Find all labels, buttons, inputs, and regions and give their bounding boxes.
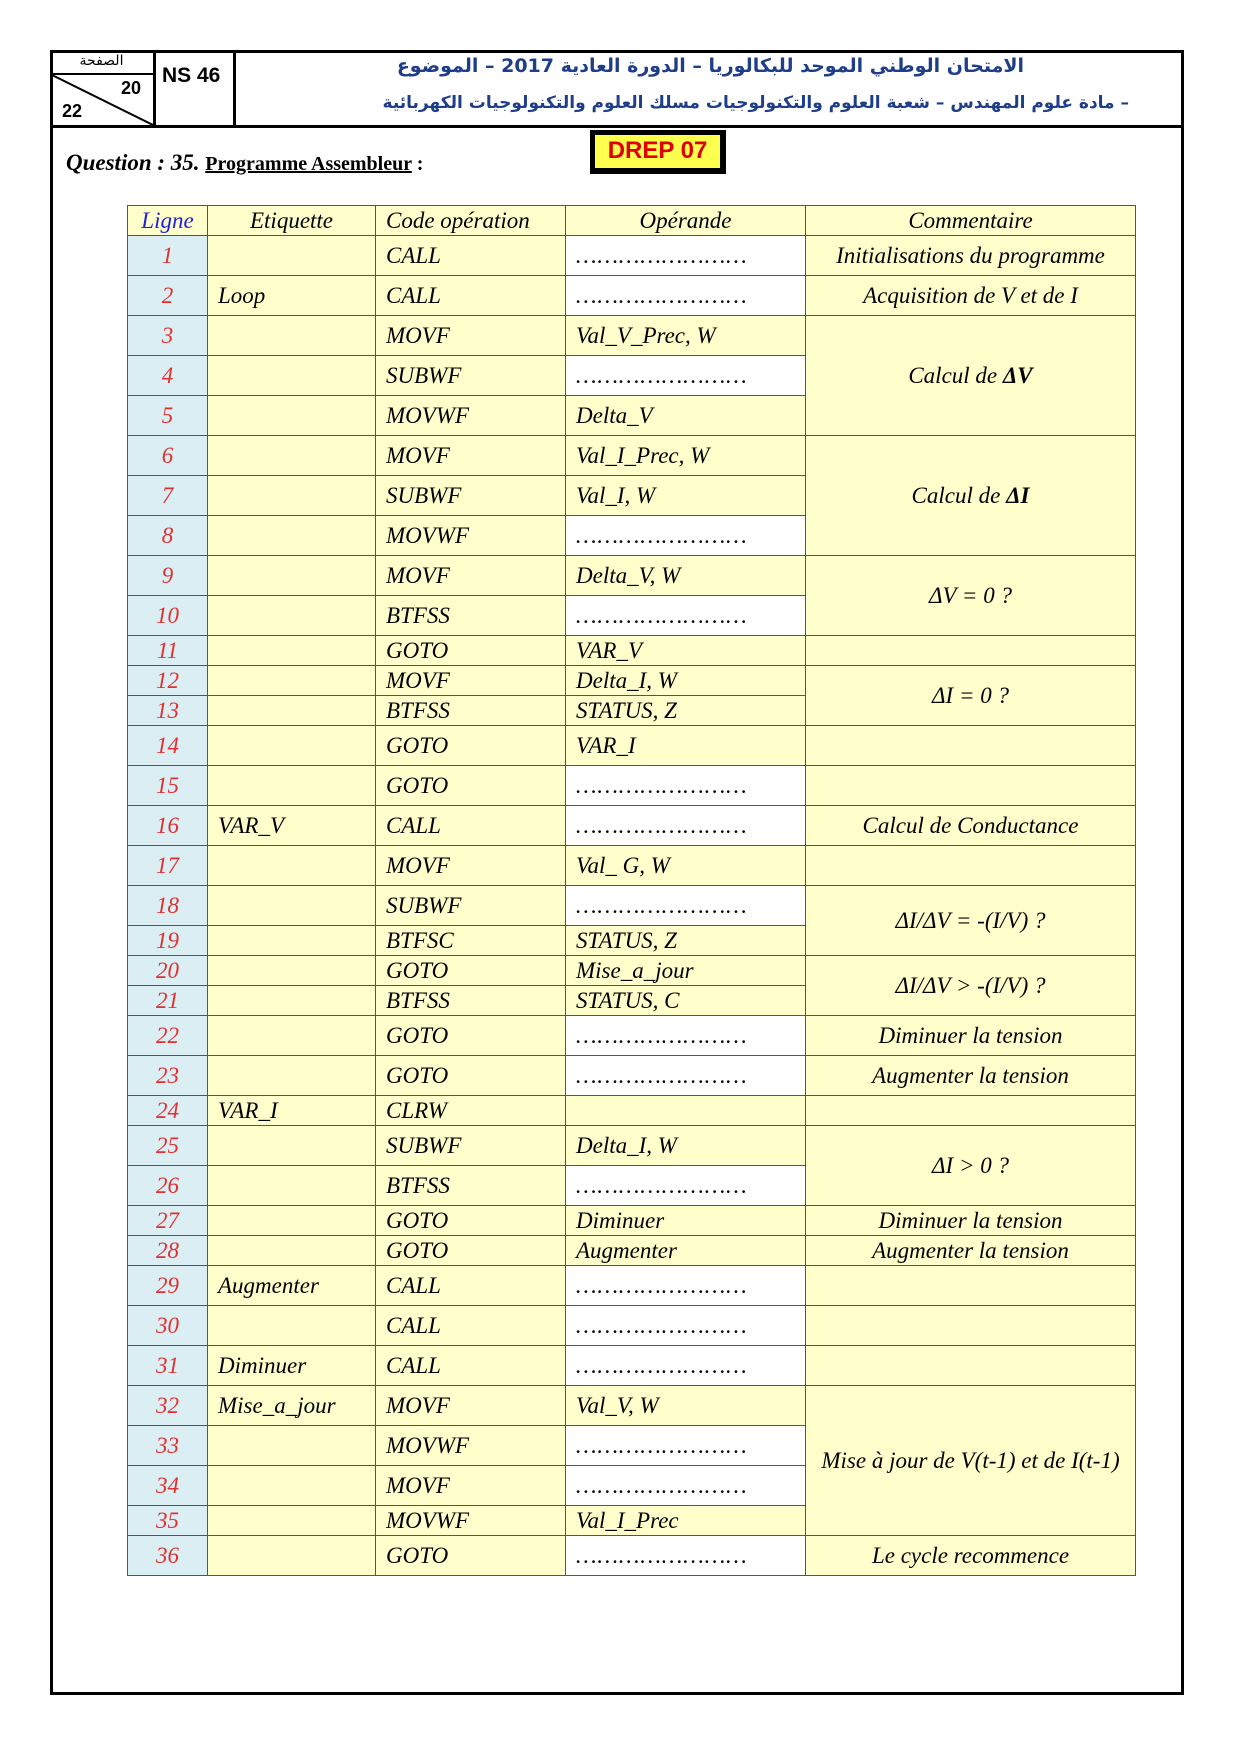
line-number: 31 — [128, 1346, 208, 1386]
label-cell: Augmenter — [208, 1266, 376, 1306]
comment-cell: ΔV = 0 ? — [806, 556, 1136, 636]
label-cell — [208, 1206, 376, 1236]
line-number: 13 — [128, 696, 208, 726]
table-row — [128, 886, 1136, 926]
comment-cell: ΔI/ΔV = -(I/V) ? — [806, 886, 1136, 956]
comment-cell — [806, 636, 1136, 666]
label-cell — [208, 436, 376, 476]
label-cell — [208, 1016, 376, 1056]
table-row — [128, 846, 1136, 886]
label-cell — [208, 396, 376, 436]
operand-cell: Mise_a_jour — [566, 956, 806, 986]
comment-cell: Mise à jour de V(t-1) et de I(t-1) — [806, 1386, 1136, 1536]
line-number: 10 — [128, 596, 208, 636]
header-operande: Opérande — [566, 206, 806, 236]
operand-cell: VAR_V — [566, 636, 806, 666]
opcode-cell: MOVF — [376, 846, 566, 886]
label-cell — [208, 1426, 376, 1466]
opcode-cell: BTFSS — [376, 986, 566, 1016]
comment-cell — [806, 846, 1136, 886]
operand-cell: Diminuer — [566, 1206, 806, 1236]
table-row — [128, 1346, 1136, 1386]
label-cell — [208, 766, 376, 806]
opcode-cell: GOTO — [376, 766, 566, 806]
operand-cell: Val_V, W — [566, 1386, 806, 1426]
opcode-cell: CALL — [376, 236, 566, 276]
line-number: 9 — [128, 556, 208, 596]
opcode-cell: MOVF — [376, 666, 566, 696]
exam-title-line1: الامتحان الوطني الموحد للبكالوريا – الدورة العادية 2017 – الموضوع — [396, 55, 1024, 77]
question-colon: : — [411, 153, 424, 175]
label-cell — [208, 356, 376, 396]
table-row — [128, 1126, 1136, 1166]
operand-blank-field[interactable]: …………………… — [566, 766, 806, 806]
label-cell — [208, 476, 376, 516]
drep-badge — [590, 130, 726, 174]
table-row — [128, 666, 1136, 696]
label-cell — [208, 1466, 376, 1506]
line-number: 33 — [128, 1426, 208, 1466]
operand-blank-field[interactable]: …………………… — [566, 1166, 806, 1206]
header-etiquette: Etiquette — [208, 206, 376, 236]
line-number: 6 — [128, 436, 208, 476]
comment-cell: Augmenter la tension — [806, 1056, 1136, 1096]
line-number: 20 — [128, 956, 208, 986]
page-number: 20 — [120, 78, 141, 98]
label-cell: VAR_I — [208, 1096, 376, 1126]
label-cell — [208, 1166, 376, 1206]
opcode-cell: BTFSS — [376, 596, 566, 636]
comment-cell: Le cycle recommence — [806, 1536, 1136, 1576]
opcode-cell: GOTO — [376, 1016, 566, 1056]
line-number: 36 — [128, 1536, 208, 1576]
table-row — [128, 766, 1136, 806]
label-cell — [208, 516, 376, 556]
table-row — [128, 1536, 1136, 1576]
operand-cell: Delta_I, W — [566, 1126, 806, 1166]
operand-blank-field[interactable]: …………………… — [566, 1426, 806, 1466]
exam-code-box — [156, 50, 236, 125]
opcode-cell: SUBWF — [376, 356, 566, 396]
opcode-cell: GOTO — [376, 1056, 566, 1096]
opcode-cell: GOTO — [376, 1536, 566, 1576]
line-number: 32 — [128, 1386, 208, 1426]
line-number: 19 — [128, 926, 208, 956]
table-row — [128, 1016, 1136, 1056]
operand-blank-field[interactable]: …………………… — [566, 1306, 806, 1346]
line-number: 11 — [128, 636, 208, 666]
line-number: 25 — [128, 1126, 208, 1166]
table-row — [128, 236, 1136, 276]
label-cell — [208, 636, 376, 666]
operand-cell — [566, 1096, 806, 1126]
opcode-cell: MOVF — [376, 1466, 566, 1506]
operand-cell: Val_ G, W — [566, 846, 806, 886]
label-cell — [208, 886, 376, 926]
line-number: 3 — [128, 316, 208, 356]
table-row — [128, 1386, 1136, 1426]
opcode-cell: MOVWF — [376, 516, 566, 556]
opcode-cell: CALL — [376, 1266, 566, 1306]
line-number: 14 — [128, 726, 208, 766]
label-cell — [208, 986, 376, 1016]
comment-cell — [806, 726, 1136, 766]
label-cell — [208, 1236, 376, 1266]
table-row — [128, 1236, 1136, 1266]
operand-cell: Delta_V — [566, 396, 806, 436]
label-cell — [208, 1126, 376, 1166]
operand-blank-field[interactable]: …………………… — [566, 1016, 806, 1056]
opcode-cell: SUBWF — [376, 886, 566, 926]
opcode-cell: BTFSS — [376, 696, 566, 726]
opcode-cell: CALL — [376, 1306, 566, 1346]
operand-blank-field[interactable]: …………………… — [566, 806, 806, 846]
line-number: 24 — [128, 1096, 208, 1126]
table-row — [128, 726, 1136, 766]
table-row — [128, 276, 1136, 316]
opcode-cell: BTFSC — [376, 926, 566, 956]
line-number: 28 — [128, 1236, 208, 1266]
label-cell — [208, 556, 376, 596]
operand-cell: Val_I, W — [566, 476, 806, 516]
line-number: 35 — [128, 1506, 208, 1536]
label-cell — [208, 316, 376, 356]
header-commentaire: Commentaire — [806, 206, 1136, 236]
table-row — [128, 1096, 1136, 1126]
label-cell: Loop — [208, 276, 376, 316]
comment-cell — [806, 766, 1136, 806]
operand-blank-field[interactable]: …………………… — [566, 356, 806, 396]
page-label: الصفحة — [79, 53, 124, 69]
operand-blank-field[interactable]: …………………… — [566, 1536, 806, 1576]
opcode-cell: CALL — [376, 276, 566, 316]
line-number: 16 — [128, 806, 208, 846]
operand-cell: Delta_V, W — [566, 556, 806, 596]
label-cell: Diminuer — [208, 1346, 376, 1386]
exam-code: NS 46 — [162, 64, 221, 87]
line-number: 23 — [128, 1056, 208, 1096]
line-number: 15 — [128, 766, 208, 806]
label-cell — [208, 696, 376, 726]
table-row — [128, 806, 1136, 846]
label-cell — [208, 1306, 376, 1346]
comment-cell: Acquisition de V et de I — [806, 276, 1136, 316]
header-code-operation: Code opération — [376, 206, 566, 236]
opcode-cell: SUBWF — [376, 1126, 566, 1166]
operand-blank-field[interactable]: …………………… — [566, 1346, 806, 1386]
comment-cell — [806, 1346, 1136, 1386]
line-number: 1 — [128, 236, 208, 276]
label-cell — [208, 236, 376, 276]
question-title: Programme Assembleur — [205, 153, 412, 175]
label-cell — [208, 726, 376, 766]
label-cell: Mise_a_jour — [208, 1386, 376, 1426]
table-row — [128, 956, 1136, 986]
label-cell — [208, 956, 376, 986]
drep-badge-label: DREP 07 — [594, 134, 721, 169]
operand-blank-field[interactable]: …………………… — [566, 886, 806, 926]
page-total: 22 — [62, 101, 83, 121]
line-number: 2 — [128, 276, 208, 316]
operand-cell: Val_I_Prec, W — [566, 436, 806, 476]
line-number: 12 — [128, 666, 208, 696]
comment-cell: Diminuer la tension — [806, 1206, 1136, 1236]
line-number: 4 — [128, 356, 208, 396]
line-number: 8 — [128, 516, 208, 556]
operand-cell: STATUS, C — [566, 986, 806, 1016]
table-row — [128, 436, 1136, 476]
comment-cell — [806, 1306, 1136, 1346]
opcode-cell: BTFSS — [376, 1166, 566, 1206]
label-cell — [208, 1056, 376, 1096]
opcode-cell: CALL — [376, 1346, 566, 1386]
operand-blank-field[interactable]: …………………… — [566, 596, 806, 636]
opcode-cell: GOTO — [376, 1236, 566, 1266]
line-number: 7 — [128, 476, 208, 516]
operand-blank-field[interactable]: …………………… — [566, 1466, 806, 1506]
opcode-cell: CLRW — [376, 1096, 566, 1126]
comment-cell — [806, 1096, 1136, 1126]
comment-cell: Initialisations du programme — [806, 236, 1136, 276]
line-number: 30 — [128, 1306, 208, 1346]
opcode-cell: MOVF — [376, 436, 566, 476]
table-header-row — [128, 206, 1136, 236]
comment-cell: Augmenter la tension — [806, 1236, 1136, 1266]
label-cell — [208, 926, 376, 956]
comment-cell: Diminuer la tension — [806, 1016, 1136, 1056]
operand-blank-field[interactable]: …………………… — [566, 516, 806, 556]
line-number: 27 — [128, 1206, 208, 1236]
question-number: Question : 35. — [66, 150, 200, 175]
table-row — [128, 1206, 1136, 1236]
header-ligne: Ligne — [128, 206, 208, 236]
table-row — [128, 316, 1136, 356]
operand-cell: STATUS, Z — [566, 696, 806, 726]
operand-cell: STATUS, Z — [566, 926, 806, 956]
comment-cell: Calcul de Conductance — [806, 806, 1136, 846]
operand-blank-field[interactable]: …………………… — [566, 236, 806, 276]
question-heading — [66, 150, 423, 176]
comment-cell: ΔI > 0 ? — [806, 1126, 1136, 1206]
operand-cell: Augmenter — [566, 1236, 806, 1266]
line-number: 17 — [128, 846, 208, 886]
comment-cell: ΔI/ΔV > -(I/V) ? — [806, 956, 1136, 1016]
page-number-box — [50, 50, 156, 125]
label-cell: VAR_V — [208, 806, 376, 846]
table-row — [128, 1266, 1136, 1306]
operand-blank-field[interactable]: …………………… — [566, 1056, 806, 1096]
comment-cell: ΔI = 0 ? — [806, 666, 1136, 726]
operand-cell: VAR_I — [566, 726, 806, 766]
operand-cell: Delta_I, W — [566, 666, 806, 696]
exam-title-line2: – مادة علوم المهندس – شعبة العلوم والتكنولوجيات مسلك العلوم والتكنولوجيات الكهربائية — [382, 93, 1129, 113]
line-number: 26 — [128, 1166, 208, 1206]
line-number: 29 — [128, 1266, 208, 1306]
opcode-cell: MOVWF — [376, 1426, 566, 1466]
label-cell — [208, 596, 376, 636]
operand-cell: Val_V_Prec, W — [566, 316, 806, 356]
opcode-cell: CALL — [376, 806, 566, 846]
opcode-cell: MOVF — [376, 556, 566, 596]
opcode-cell: SUBWF — [376, 476, 566, 516]
comment-cell — [806, 1266, 1136, 1306]
operand-blank-field[interactable]: …………………… — [566, 276, 806, 316]
comment-cell: Calcul de ΔI — [806, 436, 1136, 556]
exam-header — [50, 50, 1184, 128]
label-cell — [208, 846, 376, 886]
table-row — [128, 636, 1136, 666]
opcode-cell: GOTO — [376, 1206, 566, 1236]
table-row — [128, 556, 1136, 596]
exam-title-box — [236, 50, 1184, 125]
comment-cell: Calcul de ΔV — [806, 316, 1136, 436]
opcode-cell: GOTO — [376, 956, 566, 986]
line-number: 22 — [128, 1016, 208, 1056]
opcode-cell: MOVF — [376, 1386, 566, 1426]
label-cell — [208, 666, 376, 696]
opcode-cell: MOVWF — [376, 396, 566, 436]
assembler-program-table — [127, 205, 1136, 1576]
table-row — [128, 1056, 1136, 1096]
line-number: 18 — [128, 886, 208, 926]
opcode-cell: GOTO — [376, 726, 566, 766]
operand-blank-field[interactable]: …………………… — [566, 1266, 806, 1306]
operand-cell: Val_I_Prec — [566, 1506, 806, 1536]
opcode-cell: GOTO — [376, 636, 566, 666]
line-number: 21 — [128, 986, 208, 1016]
line-number: 34 — [128, 1466, 208, 1506]
opcode-cell: MOVWF — [376, 1506, 566, 1536]
label-cell — [208, 1506, 376, 1536]
line-number: 5 — [128, 396, 208, 436]
label-cell — [208, 1536, 376, 1576]
opcode-cell: MOVF — [376, 316, 566, 356]
table-row — [128, 1306, 1136, 1346]
